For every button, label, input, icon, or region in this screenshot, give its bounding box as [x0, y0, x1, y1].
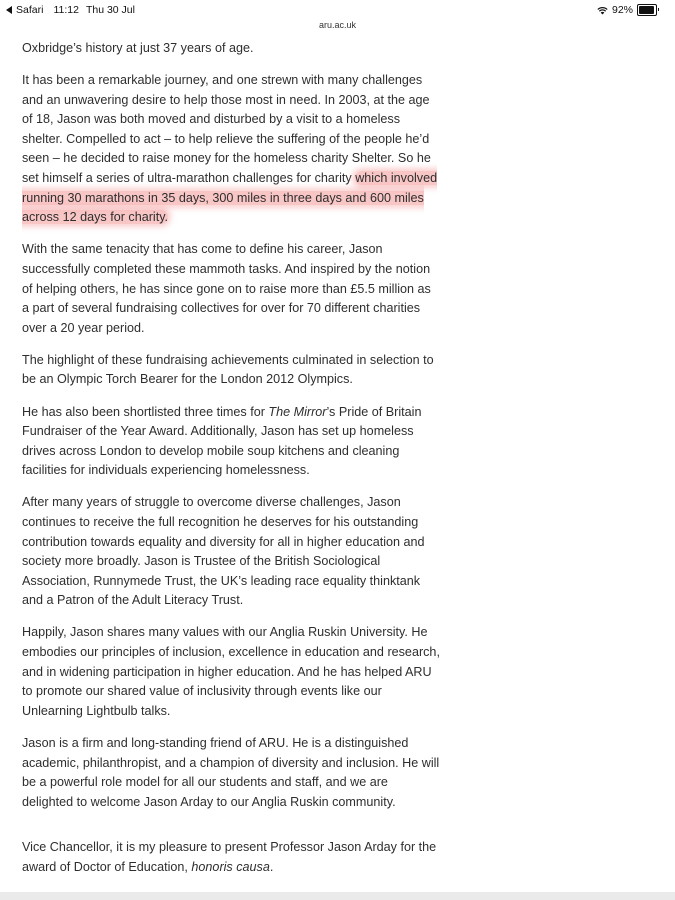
url-text[interactable]: aru.ac.uk — [318, 20, 357, 30]
paragraph-8 — [22, 838, 440, 877]
paragraph-1 — [22, 71, 440, 228]
paragraph-2-text: With the same tenacity that has come to define his career, Jason successfully completed these mammoth tasks. And inspired by the notion of helping others, he has since gone on to raise more than £5.5 million as a part of several fundraising collectives for over for 70 different charities over a 20 year period. — [22, 242, 431, 335]
article-body — [22, 39, 440, 890]
back-arrow-icon[interactable] — [6, 6, 12, 14]
status-left — [6, 4, 135, 16]
paragraph-1-text: It has been a remarkable journey, and one strewn with many challenges and an unwavering desire to help those most in need. In 2003, at the age of 18, Jason was both moved and disturbed by a visit to a homeless shelter. Compelled to act – to help relieve the suffering of the people he’d seen – he decided to raise money for the homeless charity Shelter. So he set himself a series of ultra-marathon challenges for charity — [22, 73, 431, 186]
url-bar[interactable] — [0, 20, 675, 30]
battery-percent: 92% — [611, 4, 633, 16]
highlighted-text[interactable]: which involved running 30 marathons in 35 days, 300 miles in three days and 600 miles across 12 days for charity. — [22, 171, 438, 225]
paragraph-4 — [22, 403, 440, 481]
paragraph-0 — [22, 39, 440, 59]
paragraph-8-text-a: Vice Chancellor, it is my pleasure to present Professor Jason Arday for the award of Doctor of Education, — [22, 840, 437, 874]
back-app-label[interactable]: Safari — [16, 4, 44, 16]
paragraph-6-text: Happily, Jason shares many values with our Anglia Ruskin University. He embodies our principles of inclusion, excellence in education and research, and in widening participation in higher education. And he has helped ARU to promote our shared value of inclusivity through events like our Unlearning Lightbulb talks. — [22, 625, 440, 718]
paragraph-7 — [22, 734, 440, 812]
paragraph-5 — [22, 493, 440, 611]
status-time: 11:12 — [53, 4, 79, 16]
publication-title: The Mirror — [268, 404, 327, 419]
status-right — [597, 4, 657, 16]
paragraph-6 — [22, 623, 440, 721]
bottom-toolbar-edge — [0, 892, 675, 900]
status-bar — [0, 0, 675, 20]
paragraph-0-text: Oxbridge’s history at just 37 years of age. — [22, 41, 254, 55]
paragraph-3-text: The highlight of these fundraising achievements culminated in selection to be an Olympic Torch Bearer for the London 2012 Olympics. — [22, 352, 434, 387]
battery-cap — [658, 8, 660, 11]
latin-phrase: honoris causa — [191, 859, 270, 874]
paragraph-5-text: After many years of struggle to overcome diverse challenges, Jason continues to receive the full recognition he deserves for his outstanding contribution towards equality and diversity for all in higher education and society more broadly. Jason is Trustee of the British Sociological Association, Runnymede Trust, the UK’s leading race equality thinktank and a Patron of the Adult Literacy Trust. — [22, 495, 425, 608]
battery-fill — [639, 6, 654, 14]
paragraph-4-text-b: ’s Pride of Britain Fundraiser of the Year Award. Additionally, Jason has set up homeless drives across London to develop mobile soup kitchens and cleaning facilities for individuals experiencing homelessness. — [22, 404, 422, 478]
battery-icon — [637, 4, 657, 16]
wifi-icon — [597, 6, 608, 15]
paragraph-4-text-a: He has also been shortlisted three times for — [22, 404, 269, 419]
paragraph-2 — [22, 240, 440, 338]
paragraph-7-text: Jason is a firm and long-standing friend of ARU. He is a distinguished academic, philanthropist, and a champion of diversity and inclusion. He will be a powerful role model for all our students and staff, and we are delighted to welcome Jason Arday to our Anglia Ruskin community. — [22, 735, 440, 809]
paragraph-8-text-b: . — [269, 859, 274, 874]
paragraph-3 — [22, 351, 440, 390]
status-date: Thu 30 Jul — [85, 4, 135, 16]
